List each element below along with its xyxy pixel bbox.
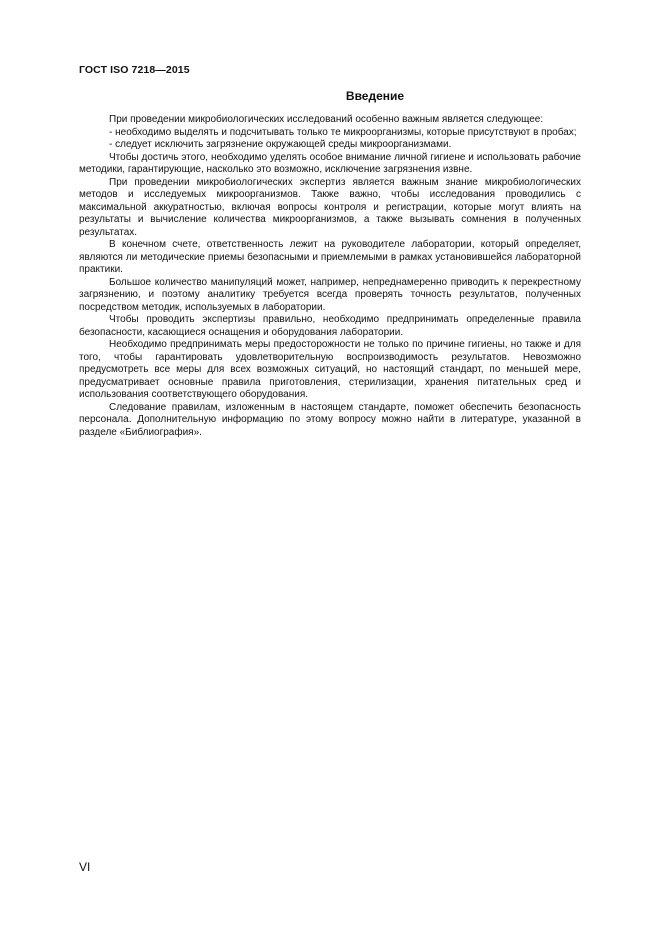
section-title: Введение [345, 89, 405, 103]
paragraph-3: - следует исключить загрязнение окружающей среды микроорганизмами. [109, 139, 452, 150]
paragraph-4: Чтобы достичь этого, необходимо уделять особое внимание личной гигиене и использовать рабочие методики, гарантирующие, насколько это возможно, исключение загрязнения извне. [79, 151, 581, 175]
paragraph-5: При проведении микробиологических экспертиз является важным знание микробиологических методов и исследуемых микроорганизмов. Также важно, чтобы исследования проводились с максимальной аккуратностью, включая вопросы контроля и регистрации, которые могут влиять на результаты и вычисление количества микроорганизмов, а также вызывать сомнения в полученных результатах. [79, 176, 581, 238]
paragraph-8: Чтобы проводить экспертизы правильно, необходимо предпринимать определенные правила безопасности, касающиеся оснащения и оборудования лаборатории. [79, 314, 581, 338]
page-number: VI [79, 860, 91, 874]
document-code-header: ГОСТ ISO 7218—2015 [79, 64, 190, 76]
paragraph-6: В конечном счете, ответственность лежит на руководителе лаборатории, который определяет, являются ли методические приемы безопасными и приемлемыми в рамках установившейся лабораторной практики. [79, 239, 581, 275]
paragraph-10: Следование правилам, изложенным в настоящем стандарте, поможет обеспечить безопасность персонала. Дополнительную информацию по этому вопросу можно найти в литературе, указанной в разделе «Библиография». [79, 401, 581, 438]
paragraph-1: При проведении микробиологических исследований особенно важным является следующее: [109, 114, 544, 125]
paragraph-9: Необходимо предпринимать меры предосторожности не только по причине гигиены, но также и для того, чтобы гарантировать удовлетворительную воспроизводимость результатов. Невозможно предусмотреть все меры для всех возможных ситуаций, но настоящий стандарт, по меньшей мере, предусматривает основные правила приготовления, стерилизации, хранения питательных сред и использования соответствующего оборудования. [79, 339, 581, 400]
paragraph-7: Большое количество манипуляций может, например, непреднамеренно приводить к перекрестному загрязнению, и поэтому аналитику требуется всегда проверять точность результатов, полученных посредством методик, используемых в лаборатории. [79, 276, 581, 313]
body-text [79, 114, 581, 439]
paragraph-2: - необходимо выделять и подсчитывать только те микроорганизмы, которые присутствуют в пробах; [109, 126, 577, 138]
